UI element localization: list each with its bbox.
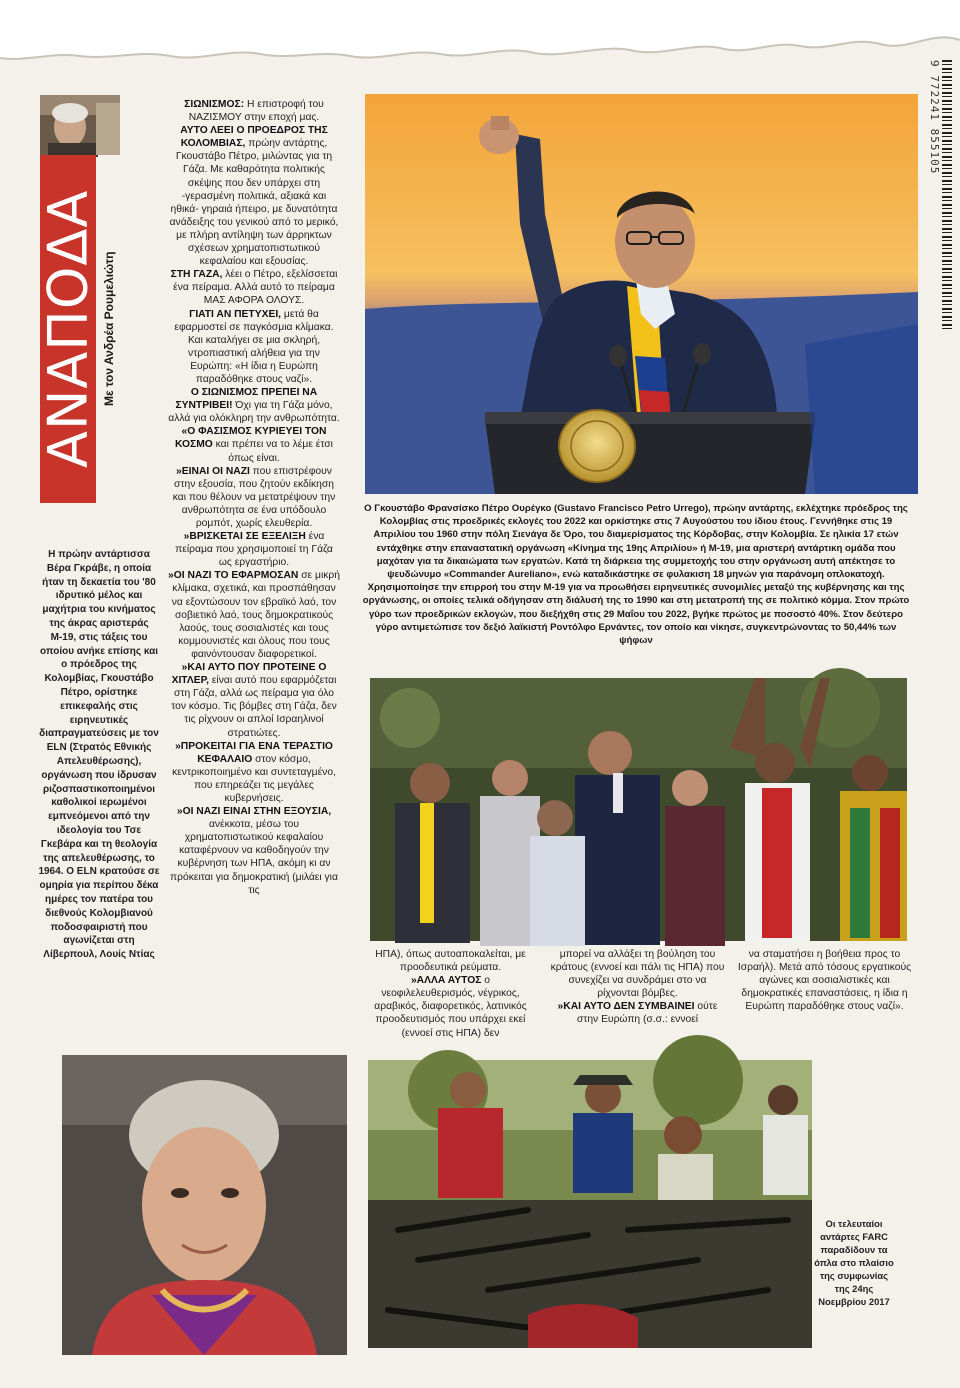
vera-grabe-caption: Η πρώην αντάρτισσα Βέρα Γκράβε, η οποία ήταν τη δεκαετία του '80 ιδρυτικό μέλος και μαχήτρια του κινήματος της άκρας αριστεράς Μ-19, στις τάξεις του οποίου ανήκε επίσης και ο πρόεδρος της Κολομβίας, Γκουστάβο Πέτρο, ορίστηκε επικεφαλής στις ειρηνευτικές διαπραγματεύσεις με τον ELN (Στρατός Εθνικής Απελευθέρωσης), οργάνωση που ίδρυσαν ριζοσπαστικοποιημένοι καθολικοί ιερωμένοι εμπνεόμενοι από την ιδεολογία του Τσε Γκεβάρα και τη θεολογία της απελευθέρωσης, το 1964. Ο ELN κρατούσε σε ομηρία για περίπου δέκα ημέρες τον πατέρα του διεθνούς Κολομβιανού ποδοσφαιριστή που αγωνίζεται στη Λίβερπουλ, Λουίς Ντίας [38,549,160,961]
article-bottom-column-3 [737,948,912,1013]
paragraph: ΓΙΑΤΙ ΑΝ ΠΕΤΥΧΕΙ, μετά θα εφαρμοστεί σε παγκόσμια κλίμακα. Και καταλήγει σε μια σκληρή, ντροπιαστική αλήθεια για την Ευρώπη: «Η ίδια η Ευρώπη παραδόθηκε στους ναζί». [174,308,334,385]
paragraph: μπορεί να αλλάξει τη βούληση του κράτους (εννοεί και πάλι τις ΗΠΑ) που συνεχίζει να συνδράμει στο να ρίχνονται βόμβες. [550,949,725,1000]
column-title-block [36,155,100,503]
vera-grabe-photo [62,1055,347,1355]
paragraph: »ΚΑΙ ΑΥΤΟ ΔΕΝ ΣΥΜΒΑΙΝΕΙ ούτε στην Ευρώπη (σ.σ.: εννοεί [557,1001,718,1026]
paragraph: ΑΥΤΟ ΛΕΕΙ Ο ΠΡΟΕΔΡΟΣ ΤΗΣ ΚΟΛΟΜΒΙΑΣ, πρώην αντάρτης, Γκουστάβο Πέτρο, μιλώντας για τη Γάζα. Με καθαρότητα πολιτικής σκέψης που δεν υπάρχει στη -γερασμένη πολιτικά, αξιακά και ηθικά- γηραιά ήπειρο, με δυνατότητα ανάδειξης του γενικού από το μερικό, με πλήρη αντίληψη των άρρηκτων σχέσεων χρηματοπιστωτικού κεφαλαίου και εξουσίας. [169,125,339,268]
article-bottom-column-1 [363,948,538,1040]
paragraph: ΣΙΩΝΙΣΜΟΣ: Η επιστροφή του ΝΑΖΙΣΜΟΥ στην εποχή μας. [184,99,324,124]
paragraph: να σταματήσει η βοήθεια προς το Ισραήλ). Μετά από τόσους εργατικούς αγώνες και σοσιαλιστικές και δημοκρατικές επαναστάσεις, η ίδια η Ευρώπη παραδόθηκε στους ναζί». [737,949,912,1013]
paragraph: »ΟΙ ΝΑΖΙ ΤΟ ΕΦΑΡΜΟΣΑΝ σε μικρή κλίμακα, σχετικά, και προσπάθησαν να εξοντώσουν τον εβραϊκό λαό, τον σοβιετικό λαό, τους δημοκρατικούς λαούς, τους σοσιαλιστές και τους κομμουνιστές και όλους που τους φαινόντουσαν διαφορετικοί. [168,570,340,660]
paragraph: »ΕΙΝΑΙ ΟΙ ΝΑΖΙ που επιστρέφουν στην εξουσία, που ζητούν εκδίκηση και που θέλουν να μετατρέψουν την ανθρωπότητα σε ένα υπόδουλο ρομπότ, χωρίς ελευθερία. [172,465,336,529]
article-bottom-column-2 [550,948,725,1027]
paragraph: »ΠΡΟΚΕΙΤΑΙ ΓΙΑ ΕΝΑ ΤΕΡΑΣΤΙΟ ΚΕΦΑΛΑΙΟ στον κόσμο, κεντρικοποιημένο και συντεταγμένο, που επηρεάζει τις μεγάλες κυβερνήσεις. [172,740,336,804]
column-header [36,95,120,505]
columnist-photo [40,95,120,155]
paragraph: »ΑΛΛΑ ΑΥΤΟΣ ο νεοφιλελευθερισμός, νέγρικος, αραβικός, διαφορετικός, λατινικός προοδευτισμός που υπάρχει εκεί (εννοεί στις ΗΠΑ) δεν [374,975,527,1039]
barcode-bars [942,60,952,330]
paragraph: »ΟΙ ΝΑΖΙ ΕΙΝΑΙ ΣΤΗΝ ΕΞΟΥΣΙΑ, ανέκκοτα, μέσω του χρηματοπιστωτικού κεφαλαίου καταφέρνουν να καθοδηγούν την κυβέρνηση των ΗΠΑ, ακόμη κι αν πρόκειται για δημοκρατική (μιλάει για τις [170,806,338,896]
paragraph: »ΒΡΙΣΚΕΤΑΙ ΣΕ ΕΞΕΛΙΞΗ ένα πείραμα που χρησιμοποιεί τη Γάζα ως εργαστήριο. [175,531,333,569]
article-main-column [168,98,340,897]
barcode [928,60,954,330]
paragraph: ΣΤΗ ΓΑΖΑ, λέει ο Πέτρο, εξελίσσεται ένα πείραμα. Αλλά αυτό το πείραμα ΜΑΣ ΑΦΟΡΑ ΟΛΟΥΣ. [170,269,338,307]
farc-caption: Οι τελευταίοι αντάρτες FARC παραδίδουν τα όπλα στο πλαίσιο της συμφωνίας της 24ης Νοεμβρίου 2017 [814,1218,894,1307]
petro-inauguration-photo [365,94,918,494]
paragraph: Ο ΣΙΩΝΙΣΜΟΣ ΠΡΕΠΕΙ ΝΑ ΣΥΝΤΡΙΒΕΙ! Όχι για τη Γάζα μόνο, αλλά για ολόκληρη την ανθρωπότητα. [168,387,340,425]
barcode-number: 9 772241 855105 [928,60,941,175]
column-title: ΑΝΑΠΟΔΑ [36,189,100,469]
torn-edge-decoration [0,0,960,90]
farc-disarmament-photo [368,1060,812,1348]
paragraph: «Ο ΦΑΣΙΣΜΟΣ ΚΥΡΙΕΥΕΙ ΤΟΝ ΚΟΣΜΟ και πρέπει να το λέμε έτσι όπως είναι. [175,426,333,464]
petro-biography-caption: Ο Γκουστάβο Φρανσίσκο Πέτρο Ουρέγκο (Gustavo Francisco Petro Urrego), πρώην αντάρτης, εκλέχτηκε πρόεδρος της Κολομβίας στις προεδρικές εκλογές του 2022 και ορκίστηκε στις 7 Αυγούστου του ίδιου έτους. Γεννήθηκε στις 19 Απριλίου του 1960 στην πόλη Σιενάγα δε Όρο, του διαμερίσματος της Κόρδοβας, στην Κολομβία. Σε ηλικία 17 ετών εντάχθηκε στην επαναστατική οργάνωση «Κίνημα της 19ης Απριλίου» ή Μ-19, μια αριστερή αντάρτικη ομάδα που μαχόταν για τα δικαιώματα των εργατών. Κατά τη διάρκεια της συμμετοχής του στην οργάνωση αυτή απέκτησε το ψευδώνυμο «Commander Aureliano», ενώ καταδικάστηκε σε φυλακιση 18 μηνών για παράνομη οπλοκατοχή. Χρησιμοποίησε την επιρροή του στην Μ-19 για να προωθήσει ειρηνευτικές συνομιλίες μεταξύ της κυβέρνησης και της οργάνωσης, οι οποίες τελικά οδήγησαν στη διάλυσή της το 1990 και στη μετατροπή της σε πολιτικό κόμμα. Στον πρώτο γύρο των προεδρικών εκλογών, που διεξήχθη στις 29 Μαΐου του 2022, βγήκε πρώτος με ποσοστό 40%. Στον δεύτερο γύρο αντιμετώπισε τον δεξιό λαϊκιστή Ροντόλφο Ερνάντες, τον οποίο και νίκησε, συγκεντρώνοντας το 50,44% των ψήφων [362,503,910,647]
paragraph: »ΚΑΙ ΑΥΤΟ ΠΟΥ ΠΡΟΤΕΙΝΕ Ο ΧΙΤΛΕΡ, είναι αυτό που εφαρμόζεται στη Γάζα, αλλά ως πείραμα για όλο τον κόσμο. Τις βόμβες στη Γάζα, δεν τις ρίχνουν οι απλοί Ισραηλινοί στρατιώτες. [171,662,337,739]
column-byline: Με τον Ανδρέα Ρουμελιώτη [102,251,116,407]
petro-celebration-photo [370,678,907,941]
paragraph: ΗΠΑ), όπως αυτοαποκαλείται, με προοδευτικά ρεύματα. [375,949,526,974]
